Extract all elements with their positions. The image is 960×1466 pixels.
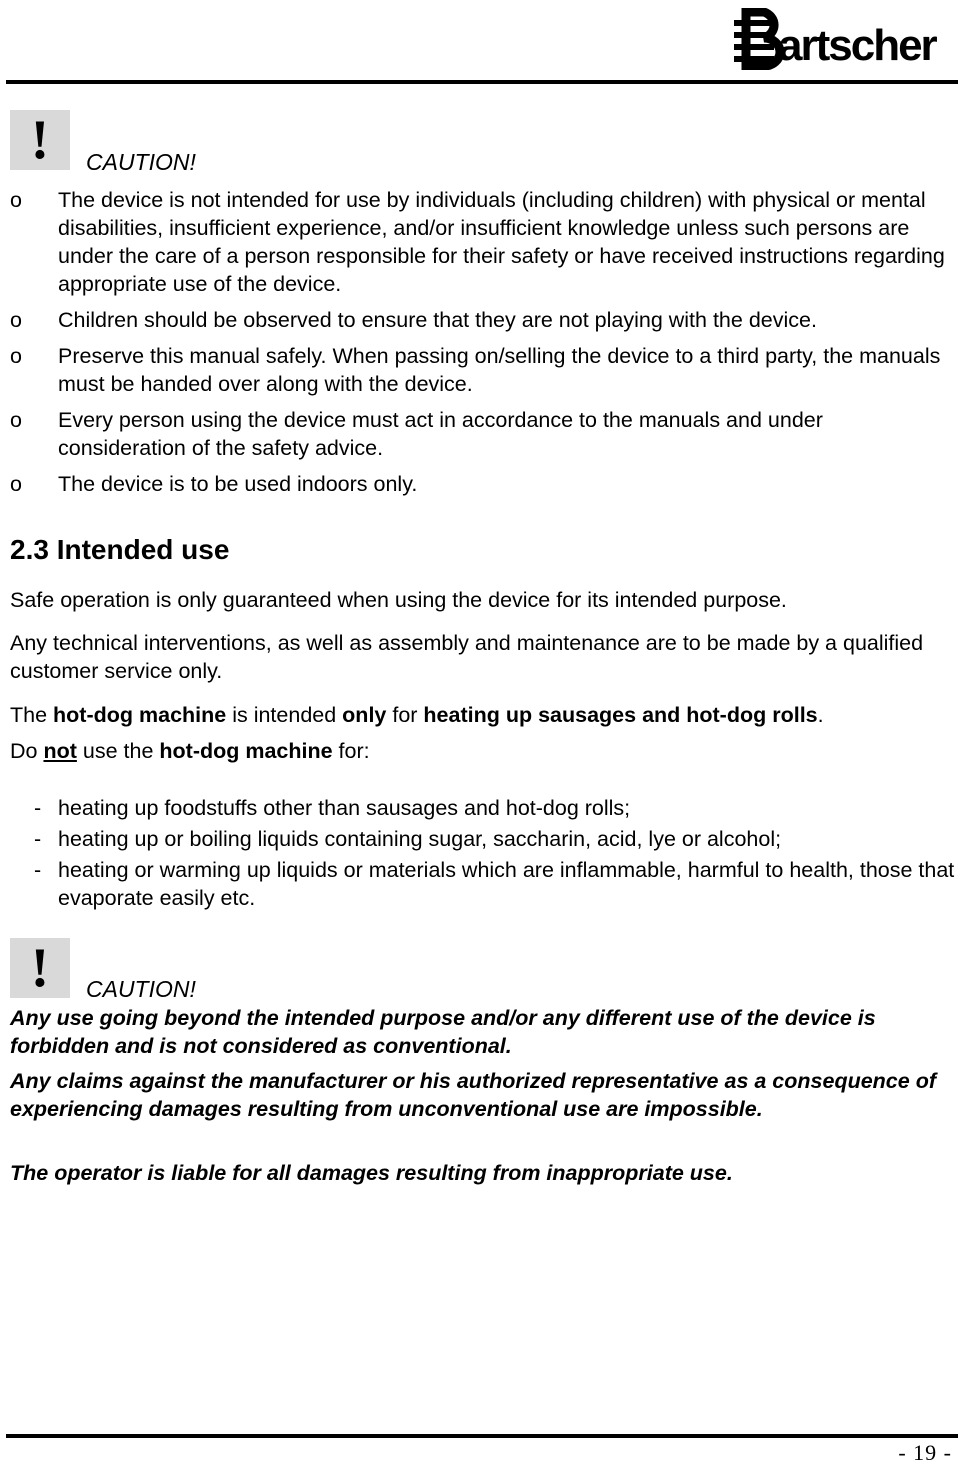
list-item: - heating or warming up liquids or materials which are inflammable, harmful to health, those that evaporate easily etc.: [34, 858, 955, 910]
bartscher-logo: [732, 8, 948, 70]
caution-paragraph: Any claims against the manufacturer or his authorized representative as a consequence of experiencing damages resulting from unconventional use are impossible.: [10, 1069, 936, 1121]
caution-label: CAUTION!: [86, 976, 196, 1002]
list-item: - heating up foodstuffs other than sausages and hot-dog rolls;: [34, 796, 631, 820]
intended-purpose-paragraph: The hot-dog machine is intended only for heating up sausages and hot-dog rolls.: [10, 703, 824, 727]
list-item: o Every person using the device must act in accordance to the manuals and under consideration of the safety advice.: [10, 408, 823, 460]
dash-marker: -: [34, 796, 42, 820]
dash-marker: -: [34, 827, 42, 851]
bullet-marker: o: [10, 308, 22, 332]
caution-paragraph: Any use going beyond the intended purpose and/or any different use of the device is forbidden and is not considered as conventional.: [10, 1006, 876, 1058]
bullet-marker: o: [10, 188, 22, 212]
logo-wordmark: artscher: [778, 21, 936, 70]
warning-icon: !: [10, 938, 70, 998]
dash-marker: -: [34, 858, 42, 882]
bullet-marker: o: [10, 408, 22, 432]
header-rule: [6, 80, 958, 84]
list-item: o Preserve this manual safely. When passing on/selling the device to a third party, the manuals must be handed over along with the device.: [10, 344, 941, 396]
do-not-use-paragraph: Do not use the hot-dog machine for:: [10, 739, 370, 763]
bullet-marker: o: [10, 344, 22, 368]
list-item: o The device is not intended for use by individuals (including children) with physical or mental disabilities, insufficient experience, and/or insufficient knowledge unless such persons are under the care of a person responsible for their safety or have received instructions regarding appropriate use of the device.: [10, 188, 945, 296]
page-number: - 19 -: [898, 1440, 952, 1465]
caution-bullet-list: [10, 186, 945, 506]
list-item: - heating up or boiling liquids containing sugar, saccharin, acid, lye or alcohol;: [34, 827, 782, 851]
caution-paragraph: The operator is liable for all damages resulting from inappropriate use.: [10, 1161, 733, 1185]
prohibited-uses-list: [10, 794, 955, 915]
warning-icon: !: [10, 110, 70, 170]
list-item: o Children should be observed to ensure that they are not playing with the device.: [10, 308, 817, 332]
footer-rule: [6, 1434, 958, 1438]
safe-operation-paragraph: Safe operation is only guaranteed when using the device for its intended purpose.: [10, 588, 787, 612]
caution-label: CAUTION!: [86, 149, 196, 175]
bullet-marker: o: [10, 472, 22, 496]
list-item: o The device is to be used indoors only.: [10, 472, 418, 496]
technical-interventions-paragraph: Any technical interventions, as well as assembly and maintenance are to be made by a qualified customer service only.: [10, 631, 924, 683]
section-heading: 2.3 Intended use: [10, 534, 230, 565]
